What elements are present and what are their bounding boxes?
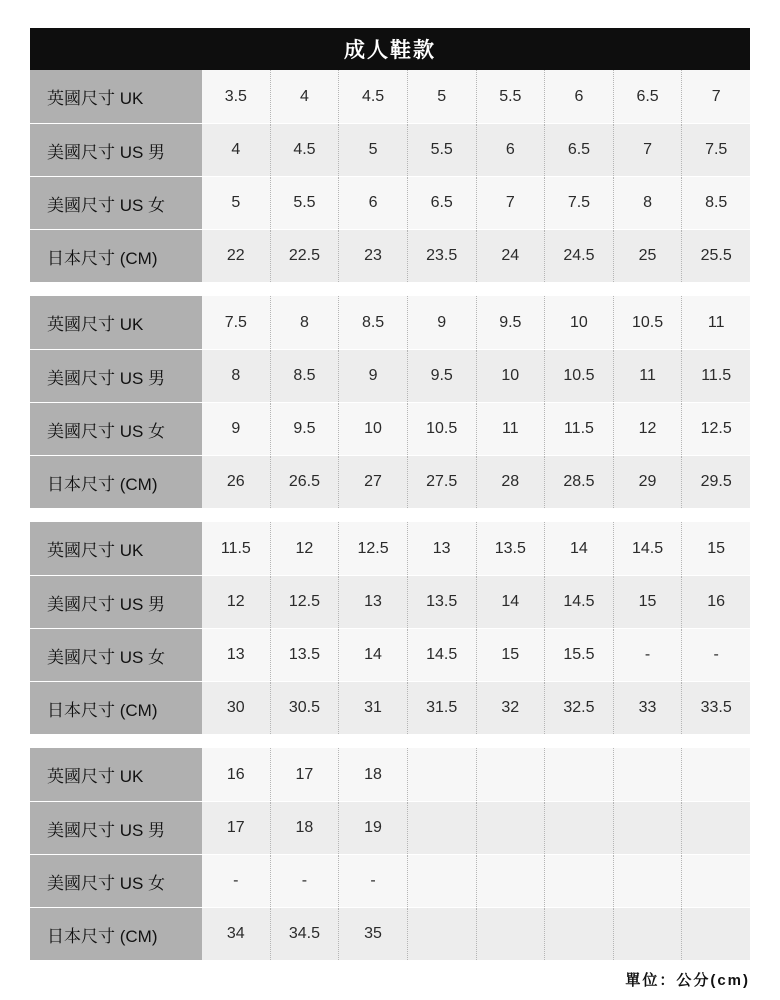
size-cell: 19 bbox=[338, 802, 407, 854]
row-label: 英國尺寸 UK bbox=[30, 748, 202, 801]
size-cell: 14 bbox=[338, 629, 407, 681]
size-cell: - bbox=[270, 855, 339, 907]
size-cell: 4 bbox=[270, 70, 339, 123]
row-cells bbox=[202, 124, 750, 176]
row-label: 美國尺寸 US 女 bbox=[30, 403, 202, 455]
size-cell: 30.5 bbox=[270, 682, 339, 734]
size-cell bbox=[476, 855, 545, 907]
size-cell: 10 bbox=[476, 350, 545, 402]
size-cell: 14 bbox=[476, 576, 545, 628]
size-cell: - bbox=[681, 629, 750, 681]
size-cell: 17 bbox=[270, 748, 339, 801]
row-label: 美國尺寸 US 女 bbox=[30, 855, 202, 907]
size-cell: 9.5 bbox=[476, 296, 545, 349]
row-label: 美國尺寸 US 男 bbox=[30, 350, 202, 402]
size-cell: 8 bbox=[231, 367, 241, 384]
size-cell: 5 bbox=[338, 124, 407, 176]
size-cell: 32.5 bbox=[544, 682, 613, 734]
size-table-block-2 bbox=[30, 296, 750, 508]
size-cell: 12 bbox=[613, 403, 682, 455]
size-cell: 25.5 bbox=[681, 230, 750, 282]
size-cell: 25 bbox=[613, 230, 682, 282]
table-row bbox=[30, 628, 750, 681]
row-cells bbox=[202, 576, 750, 628]
size-cell: 8 bbox=[613, 177, 682, 229]
size-cell: 26.5 bbox=[270, 456, 339, 508]
row-label: 日本尺寸 (CM) bbox=[30, 456, 202, 508]
size-cell: 9.5 bbox=[407, 350, 476, 402]
size-cell: 24.5 bbox=[544, 230, 613, 282]
size-cell: 10.5 bbox=[613, 296, 682, 349]
size-cell bbox=[407, 855, 476, 907]
size-table-block-1 bbox=[30, 70, 750, 282]
size-cell bbox=[476, 802, 545, 854]
size-cell: - bbox=[338, 855, 407, 907]
table-row bbox=[30, 70, 750, 123]
unit-note: 單位：公分(cm) bbox=[625, 972, 750, 989]
size-cell: 14 bbox=[544, 522, 613, 575]
size-cell: 31 bbox=[338, 682, 407, 734]
size-cell bbox=[613, 802, 682, 854]
row-cells bbox=[202, 177, 750, 229]
size-cell bbox=[681, 802, 750, 854]
size-cell: 14.5 bbox=[613, 522, 682, 575]
size-cell: 33 bbox=[613, 682, 682, 734]
size-cell: 10.5 bbox=[407, 403, 476, 455]
size-cell: 28.5 bbox=[544, 456, 613, 508]
size-cell: 30 bbox=[226, 699, 245, 716]
size-cell bbox=[544, 802, 613, 854]
table-row bbox=[30, 681, 750, 734]
size-cell: 11 bbox=[613, 350, 682, 402]
table-row bbox=[30, 575, 750, 628]
size-cell: 16 bbox=[681, 576, 750, 628]
size-cell: 22 bbox=[226, 247, 245, 264]
size-cell bbox=[613, 855, 682, 907]
size-cell: 4 bbox=[231, 141, 241, 158]
size-cell: 15 bbox=[681, 522, 750, 575]
size-cell: 13 bbox=[338, 576, 407, 628]
size-cell: 35 bbox=[338, 908, 407, 960]
row-cells bbox=[202, 403, 750, 455]
table-row bbox=[30, 748, 750, 801]
size-cell: 24 bbox=[476, 230, 545, 282]
table-row bbox=[30, 349, 750, 402]
row-cells bbox=[202, 296, 750, 349]
size-table bbox=[30, 70, 750, 960]
size-cell: 11.5 bbox=[544, 403, 613, 455]
row-label: 美國尺寸 US 男 bbox=[30, 576, 202, 628]
size-cell: 5.5 bbox=[270, 177, 339, 229]
size-cell: 23 bbox=[338, 230, 407, 282]
size-cell bbox=[681, 855, 750, 907]
size-cell: 12 bbox=[270, 522, 339, 575]
row-label: 美國尺寸 US 男 bbox=[30, 802, 202, 854]
size-cell: 13.5 bbox=[407, 576, 476, 628]
size-cell: 32 bbox=[476, 682, 545, 734]
size-cell: 6 bbox=[544, 70, 613, 123]
row-cells bbox=[202, 682, 750, 734]
size-cell: 8 bbox=[270, 296, 339, 349]
row-label: 日本尺寸 (CM) bbox=[30, 682, 202, 734]
size-cell: 5.5 bbox=[476, 70, 545, 123]
size-cell: 9 bbox=[231, 420, 241, 437]
size-cell: 6.5 bbox=[407, 177, 476, 229]
row-cells bbox=[202, 748, 750, 801]
size-cell: 33.5 bbox=[681, 682, 750, 734]
table-row bbox=[30, 296, 750, 349]
size-cell bbox=[544, 855, 613, 907]
size-cell: 34 bbox=[226, 925, 245, 942]
size-cell bbox=[544, 748, 613, 801]
chart-title: 成人鞋款 bbox=[344, 39, 436, 62]
size-cell: 8.5 bbox=[270, 350, 339, 402]
table-row bbox=[30, 455, 750, 508]
row-cells bbox=[202, 350, 750, 402]
size-table-block-4 bbox=[30, 748, 750, 960]
row-cells bbox=[202, 70, 750, 123]
size-cell: 12 bbox=[226, 593, 245, 610]
size-cell: 18 bbox=[270, 802, 339, 854]
size-cell: 11.5 bbox=[681, 350, 750, 402]
row-label: 美國尺寸 US 女 bbox=[30, 177, 202, 229]
row-label: 美國尺寸 US 男 bbox=[30, 124, 202, 176]
size-cell: 26 bbox=[226, 473, 245, 490]
size-cell: 4.5 bbox=[270, 124, 339, 176]
size-cell: 14.5 bbox=[544, 576, 613, 628]
row-cells bbox=[202, 802, 750, 854]
row-label: 日本尺寸 (CM) bbox=[30, 230, 202, 282]
size-cell: 15 bbox=[476, 629, 545, 681]
size-cell bbox=[476, 748, 545, 801]
chart-title-bar bbox=[30, 28, 750, 70]
size-cell: 7 bbox=[476, 177, 545, 229]
table-row bbox=[30, 907, 750, 960]
table-row bbox=[30, 123, 750, 176]
size-cell bbox=[613, 908, 682, 960]
size-cell bbox=[407, 908, 476, 960]
size-cell: 9 bbox=[338, 350, 407, 402]
table-row bbox=[30, 176, 750, 229]
size-cell: 15 bbox=[613, 576, 682, 628]
row-label: 英國尺寸 UK bbox=[30, 522, 202, 575]
size-cell: 7 bbox=[613, 124, 682, 176]
size-cell: 9.5 bbox=[270, 403, 339, 455]
size-cell: 7 bbox=[681, 70, 750, 123]
size-cell: 13 bbox=[226, 646, 245, 663]
size-cell: 28 bbox=[476, 456, 545, 508]
size-cell: 12.5 bbox=[338, 522, 407, 575]
size-cell bbox=[544, 908, 613, 960]
row-cells bbox=[202, 456, 750, 508]
size-cell: 9 bbox=[407, 296, 476, 349]
size-cell: 7.5 bbox=[544, 177, 613, 229]
row-cells bbox=[202, 230, 750, 282]
size-cell: 13 bbox=[407, 522, 476, 575]
row-cells bbox=[202, 855, 750, 907]
size-cell: 13.5 bbox=[270, 629, 339, 681]
size-cell: 34.5 bbox=[270, 908, 339, 960]
size-cell bbox=[681, 748, 750, 801]
size-cell: - bbox=[233, 872, 239, 889]
size-cell: 7.5 bbox=[681, 124, 750, 176]
size-cell: 29 bbox=[613, 456, 682, 508]
size-cell: 27.5 bbox=[407, 456, 476, 508]
size-cell: 10 bbox=[338, 403, 407, 455]
size-cell bbox=[681, 908, 750, 960]
size-cell: 3.5 bbox=[224, 87, 247, 105]
size-cell: 10 bbox=[544, 296, 613, 349]
size-cell: 6.5 bbox=[613, 70, 682, 123]
row-cells bbox=[202, 629, 750, 681]
size-cell: 31.5 bbox=[407, 682, 476, 734]
row-label: 美國尺寸 US 女 bbox=[30, 629, 202, 681]
size-cell: 4.5 bbox=[338, 70, 407, 123]
size-cell: 12.5 bbox=[681, 403, 750, 455]
size-cell: 10.5 bbox=[544, 350, 613, 402]
size-cell: 6 bbox=[338, 177, 407, 229]
size-cell: 18 bbox=[338, 748, 407, 801]
table-row bbox=[30, 522, 750, 575]
size-cell: - bbox=[613, 629, 682, 681]
row-label: 英國尺寸 UK bbox=[30, 296, 202, 349]
row-label: 日本尺寸 (CM) bbox=[30, 908, 202, 960]
size-cell: 22.5 bbox=[270, 230, 339, 282]
size-cell: 17 bbox=[226, 819, 245, 836]
size-cell: 8.5 bbox=[681, 177, 750, 229]
size-cell bbox=[613, 748, 682, 801]
size-cell: 6.5 bbox=[544, 124, 613, 176]
size-cell: 11 bbox=[476, 403, 545, 455]
size-cell: 6 bbox=[476, 124, 545, 176]
size-cell: 16 bbox=[226, 765, 245, 783]
row-cells bbox=[202, 908, 750, 960]
size-cell: 13.5 bbox=[476, 522, 545, 575]
size-cell: 23.5 bbox=[407, 230, 476, 282]
table-row bbox=[30, 229, 750, 282]
table-row bbox=[30, 854, 750, 907]
size-cell bbox=[476, 908, 545, 960]
row-cells bbox=[202, 522, 750, 575]
table-row bbox=[30, 801, 750, 854]
size-cell: 27 bbox=[338, 456, 407, 508]
size-cell: 5 bbox=[407, 70, 476, 123]
row-label: 英國尺寸 UK bbox=[30, 70, 202, 123]
size-cell bbox=[407, 748, 476, 801]
size-cell: 7.5 bbox=[224, 313, 247, 331]
size-cell: 14.5 bbox=[407, 629, 476, 681]
size-cell: 5 bbox=[231, 194, 241, 211]
size-cell: 15.5 bbox=[544, 629, 613, 681]
size-table-block-3 bbox=[30, 522, 750, 734]
size-cell: 5.5 bbox=[407, 124, 476, 176]
size-cell: 12.5 bbox=[270, 576, 339, 628]
size-cell: 29.5 bbox=[681, 456, 750, 508]
size-cell: 11.5 bbox=[220, 539, 251, 557]
size-cell: 8.5 bbox=[338, 296, 407, 349]
table-row bbox=[30, 402, 750, 455]
size-cell bbox=[407, 802, 476, 854]
size-cell: 11 bbox=[681, 296, 750, 349]
